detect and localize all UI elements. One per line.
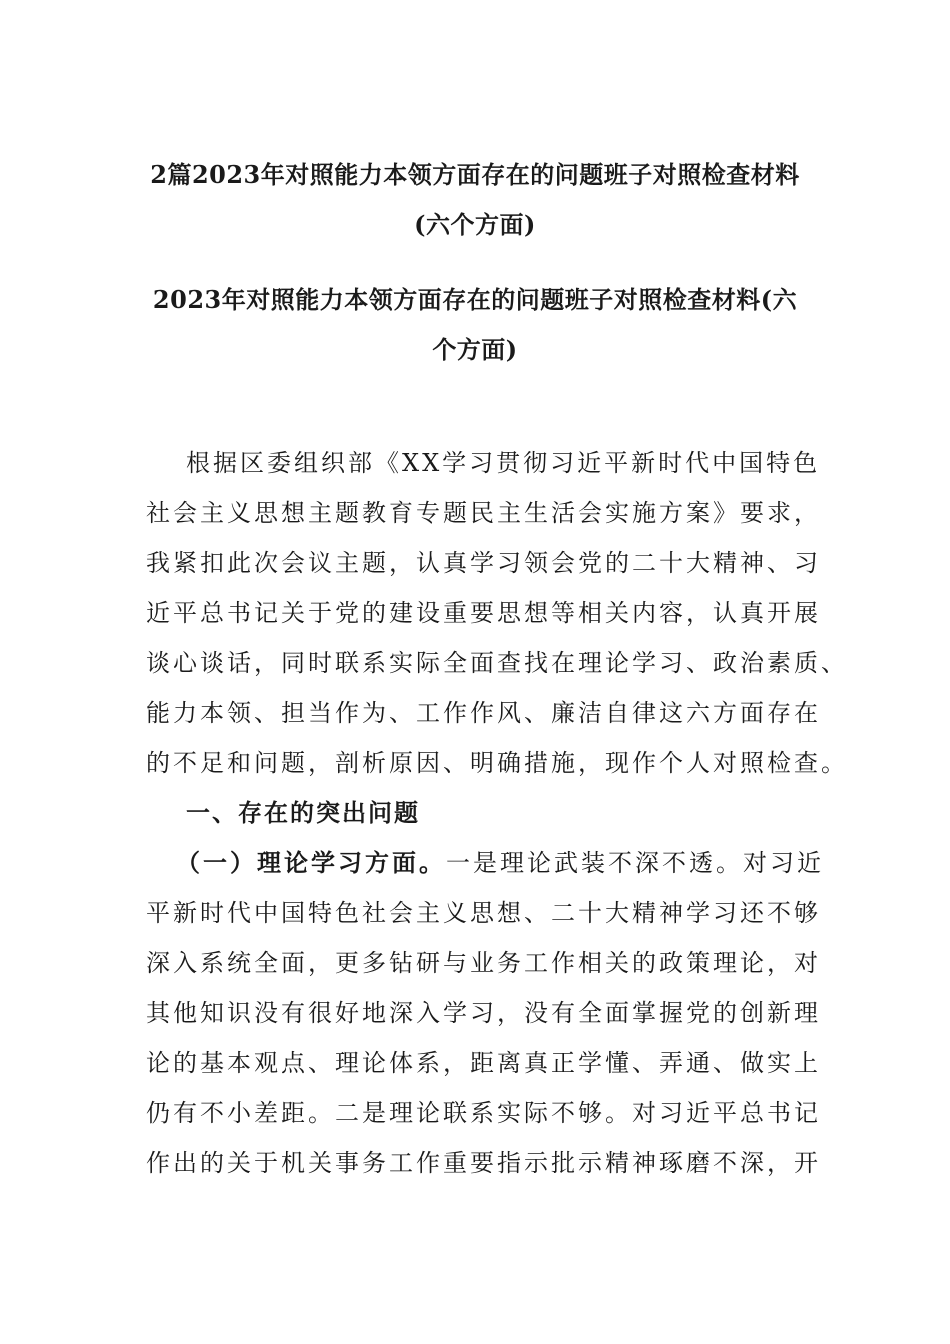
body-line: 深入系统全面，更多钻研与业务工作相关的政策理论，对 — [146, 949, 821, 977]
body-line: 其他知识没有很好地深入学习，没有全面掌握党的创新理 — [146, 999, 821, 1027]
body-line: 社会主义思想主题教育专题民主生活会实施方案》要求， — [146, 499, 821, 527]
document-subtitle: 2023年对照能力本领方面存在的问题班子对照检查材料(六 — [152, 285, 798, 314]
body-line: 根据区委组织部《XX学习贯彻习近平新时代中国特色 — [186, 449, 821, 477]
body-line: 仍有不小差距。二是理论联系实际不够。对习近平总书记 — [146, 1099, 821, 1127]
document-title-continued: (六个方面) — [414, 210, 536, 239]
body-line: 的不足和问题，剖析原因、明确措施，现作个人对照检查。 — [146, 749, 848, 777]
body-line: 论的基本观点、理论体系，距离真正学懂、弄通、做实上 — [146, 1049, 821, 1077]
body-line: 能力本领、担当作为、工作作风、廉洁自律这六方面存在 — [146, 699, 821, 727]
document-subtitle-continued: 个方面) — [432, 335, 518, 364]
body-line: 近平总书记关于党的建设重要思想等相关内容，认真开展 — [146, 599, 821, 627]
body-line: 谈心谈话，同时联系实际全面查找在理论学习、政治素质、 — [146, 649, 848, 677]
subsection-text: 一是理论武装不深不透。对习近 — [446, 849, 824, 877]
document-title: 2篇2023年对照能力本领方面存在的问题班子对照检查材料 — [150, 160, 800, 189]
section-heading: 一、存在的突出问题 — [186, 798, 420, 827]
body-line: 我紧扣此次会议主题，认真学习领会党的二十大精神、习 — [146, 549, 821, 577]
subsection-label: （一）理论学习方面。 — [176, 848, 446, 877]
body-line: 平新时代中国特色社会主义思想、二十大精神学习还不够 — [146, 899, 821, 927]
body-line: 作出的关于机关事务工作重要指示批示精神琢磨不深，开 — [146, 1149, 821, 1177]
subsection-line — [176, 845, 836, 881]
